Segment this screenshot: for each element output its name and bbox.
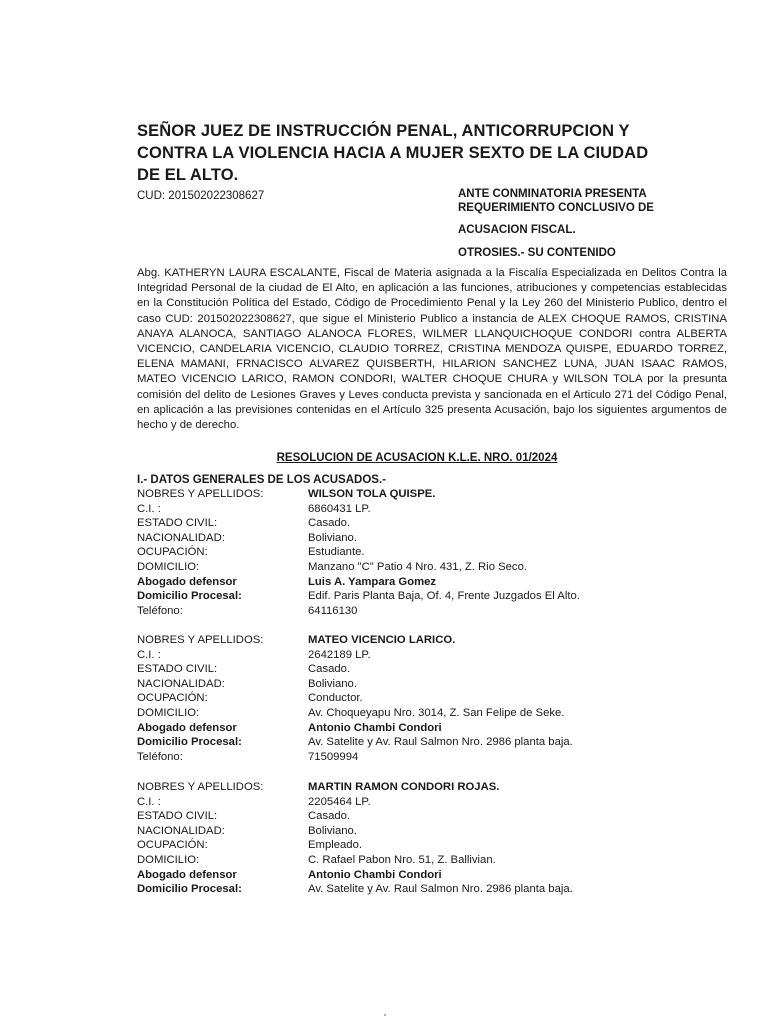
accused-telefono: 71509994 [308, 750, 359, 763]
label-abogado: Abogado defensor [137, 721, 237, 734]
reference-line: ANTE CONMINATORIA PRESENTA [458, 188, 647, 200]
label-estado-civil: ESTADO CIVIL: [137, 517, 218, 530]
accused-name: MATEO VICENCIO LARICO. [308, 634, 456, 646]
accused-record [137, 487, 737, 618]
label-domicilio: DOMICILIO: [137, 706, 200, 719]
resolution-title: RESOLUCION DE ACUSACION K.L.E. NRO. 01/2024 [276, 452, 558, 464]
accused-nacionalidad: Boliviano. [308, 531, 357, 544]
label-telefono: Teléfono: [137, 604, 183, 617]
title-line: DE EL ALTO. [137, 166, 239, 184]
resolution-heading [0, 452, 768, 464]
accused-telefono: 64116130 [308, 604, 358, 617]
section-heading: I.- DATOS GENERALES DE LOS ACUSADOS.- [137, 474, 386, 486]
accused-domicilio-procesal: Av. Satelite y Av. Raul Salmon Nro. 2986 planta baja. [308, 736, 573, 749]
accused-ci: 2642189 LP. [308, 648, 371, 661]
accused-ocupacion: Estudiante. [308, 546, 365, 559]
label-domicilio-procesal: Domicilio Procesal: [137, 736, 242, 749]
cud-number: CUD: 201502022308627 [137, 190, 265, 202]
document-title [137, 120, 707, 186]
accused-domicilio: Manzano "C" Patio 4 Nro. 431, Z. Rio Seco. [308, 560, 527, 573]
accused-ocupacion: Empleado. [308, 839, 363, 852]
accused-abogado: Antonio Chambi Condori [308, 721, 442, 734]
accused-estado-civil: Casado. [308, 663, 351, 676]
accused-domicilio-procesal: Edif. Paris Planta Baja, Of. 4, Frente Juzgados El Alto. [308, 590, 580, 603]
accused-record [137, 633, 737, 764]
label-nacionalidad: NACIONALIDAD: [137, 824, 225, 837]
accused-ocupacion: Conductor. [308, 692, 363, 705]
scan-speck [384, 1014, 386, 1016]
accused-domicilio-procesal: Av. Satelite y Av. Raul Salmon Nro. 2986 planta baja. [308, 883, 573, 896]
label-ocupacion: OCUPACIÓN: [137, 692, 208, 705]
title-line: CONTRA LA VIOLENCIA HACIA A MUJER SEXTO DE LA CIUDAD [137, 144, 649, 162]
reference-line: ACUSACION FISCAL. [458, 224, 576, 236]
accused-abogado: Antonio Chambi Condori [308, 868, 442, 881]
label-telefono: Teléfono: [137, 750, 183, 763]
reference-line: REQUERIMIENTO CONCLUSIVO DE [458, 201, 654, 214]
label-estado-civil: ESTADO CIVIL: [137, 663, 218, 676]
label-nacionalidad: NACIONALIDAD: [137, 677, 225, 690]
accused-name: WILSON TOLA QUISPE. [308, 488, 436, 500]
label-ocupacion: OCUPACIÓN: [137, 839, 208, 852]
accused-ci: 2205464 LP. [308, 795, 371, 808]
label-nacionalidad: NACIONALIDAD: [137, 531, 225, 544]
accused-abogado: Luis A. Yampara Gomez [308, 575, 437, 588]
label-ci: C.I. : [137, 795, 161, 808]
title-line: SEÑOR JUEZ DE INSTRUCCIÓN PENAL, ANTICORRUPCION Y [137, 122, 630, 140]
label-domicilio-procesal: Domicilio Procesal: [137, 590, 242, 603]
label-nombre: NOBRES Y APELLIDOS: [137, 781, 264, 793]
label-abogado: Abogado defensor [137, 575, 237, 588]
label-ci: C.I. : [137, 502, 161, 515]
label-domicilio: DOMICILIO: [137, 560, 200, 573]
accused-estado-civil: Casado. [308, 517, 351, 530]
accused-nacionalidad: Boliviano. [308, 824, 357, 837]
label-domicilio-procesal: Domicilio Procesal: [137, 883, 242, 896]
accused-record [137, 780, 737, 897]
accused-ci: 6860431 LP. [308, 502, 371, 515]
accused-nacionalidad: Boliviano. [308, 677, 357, 690]
accused-estado-civil: Casado. [308, 810, 351, 823]
label-abogado: Abogado defensor [137, 868, 237, 881]
accused-name: MARTIN RAMON CONDORI ROJAS. [308, 781, 500, 793]
label-nombre: NOBRES Y APELLIDOS: [137, 634, 264, 646]
label-ocupacion: OCUPACIÓN: [137, 546, 208, 559]
reference-line: OTROSIES.- SU CONTENIDO [458, 246, 616, 259]
label-nombre: NOBRES Y APELLIDOS: [137, 488, 264, 500]
label-domicilio: DOMICILIO: [137, 853, 200, 866]
accused-domicilio: Av. Choqueyapu Nro. 3014, Z. San Felipe de Seke. [308, 706, 565, 719]
label-ci: C.I. : [137, 648, 161, 661]
accused-domicilio: C. Rafael Pabon Nro. 51, Z. Ballivian. [308, 853, 496, 866]
body-paragraph: Abg. KATHERYN LAURA ESCALANTE, Fiscal de Materia asignada a la Fiscalía Especializada en Delitos Contra la Integridad Personal de la ciudad de El Alto, en aplicación a las funciones, atribuciones y competencias establecidas en la Constitución Política del Estado, Código de Procedimiento Penal y la Ley 260 del Ministerio Publico, dentro el caso CUD: 201502022308627, que sigue el Ministerio Publico a instancia de ALEX CHOQUE RAMOS, CRISTINA ANAYA ALANOCA, SANTIAGO ALANOCA FLORES, WILMER LLANQUICHOQUE CONDORI contra ALBERTA VICENCIO, CANDELARIA VICENCIO, CLAUDIO TORREZ, CRISTINA MENDOZA QUISPE, EDUARDO TORREZ, ELENA MAMANI, FRNACISCO ALVAREZ QUISBERTH, HILARION SANCHEZ LUNA, JUAN ISAAC RAMOS, MATEO VICENCIO LARICO, RAMON CONDORI, WALTER CHOQUE CHURA y WILSON TOLA por la presunta comisión del delito de Lesiones Graves y Leves conducta prevista y sancionada en el Articulo 271 del Código Penal, en aplicación a las previsiones contenidas en el Artículo 325 presenta Acusación, bajo los siguientes argumentos de hecho y de derecho. [137, 267, 727, 432]
reference-block [458, 188, 718, 260]
label-estado-civil: ESTADO CIVIL: [137, 810, 218, 823]
